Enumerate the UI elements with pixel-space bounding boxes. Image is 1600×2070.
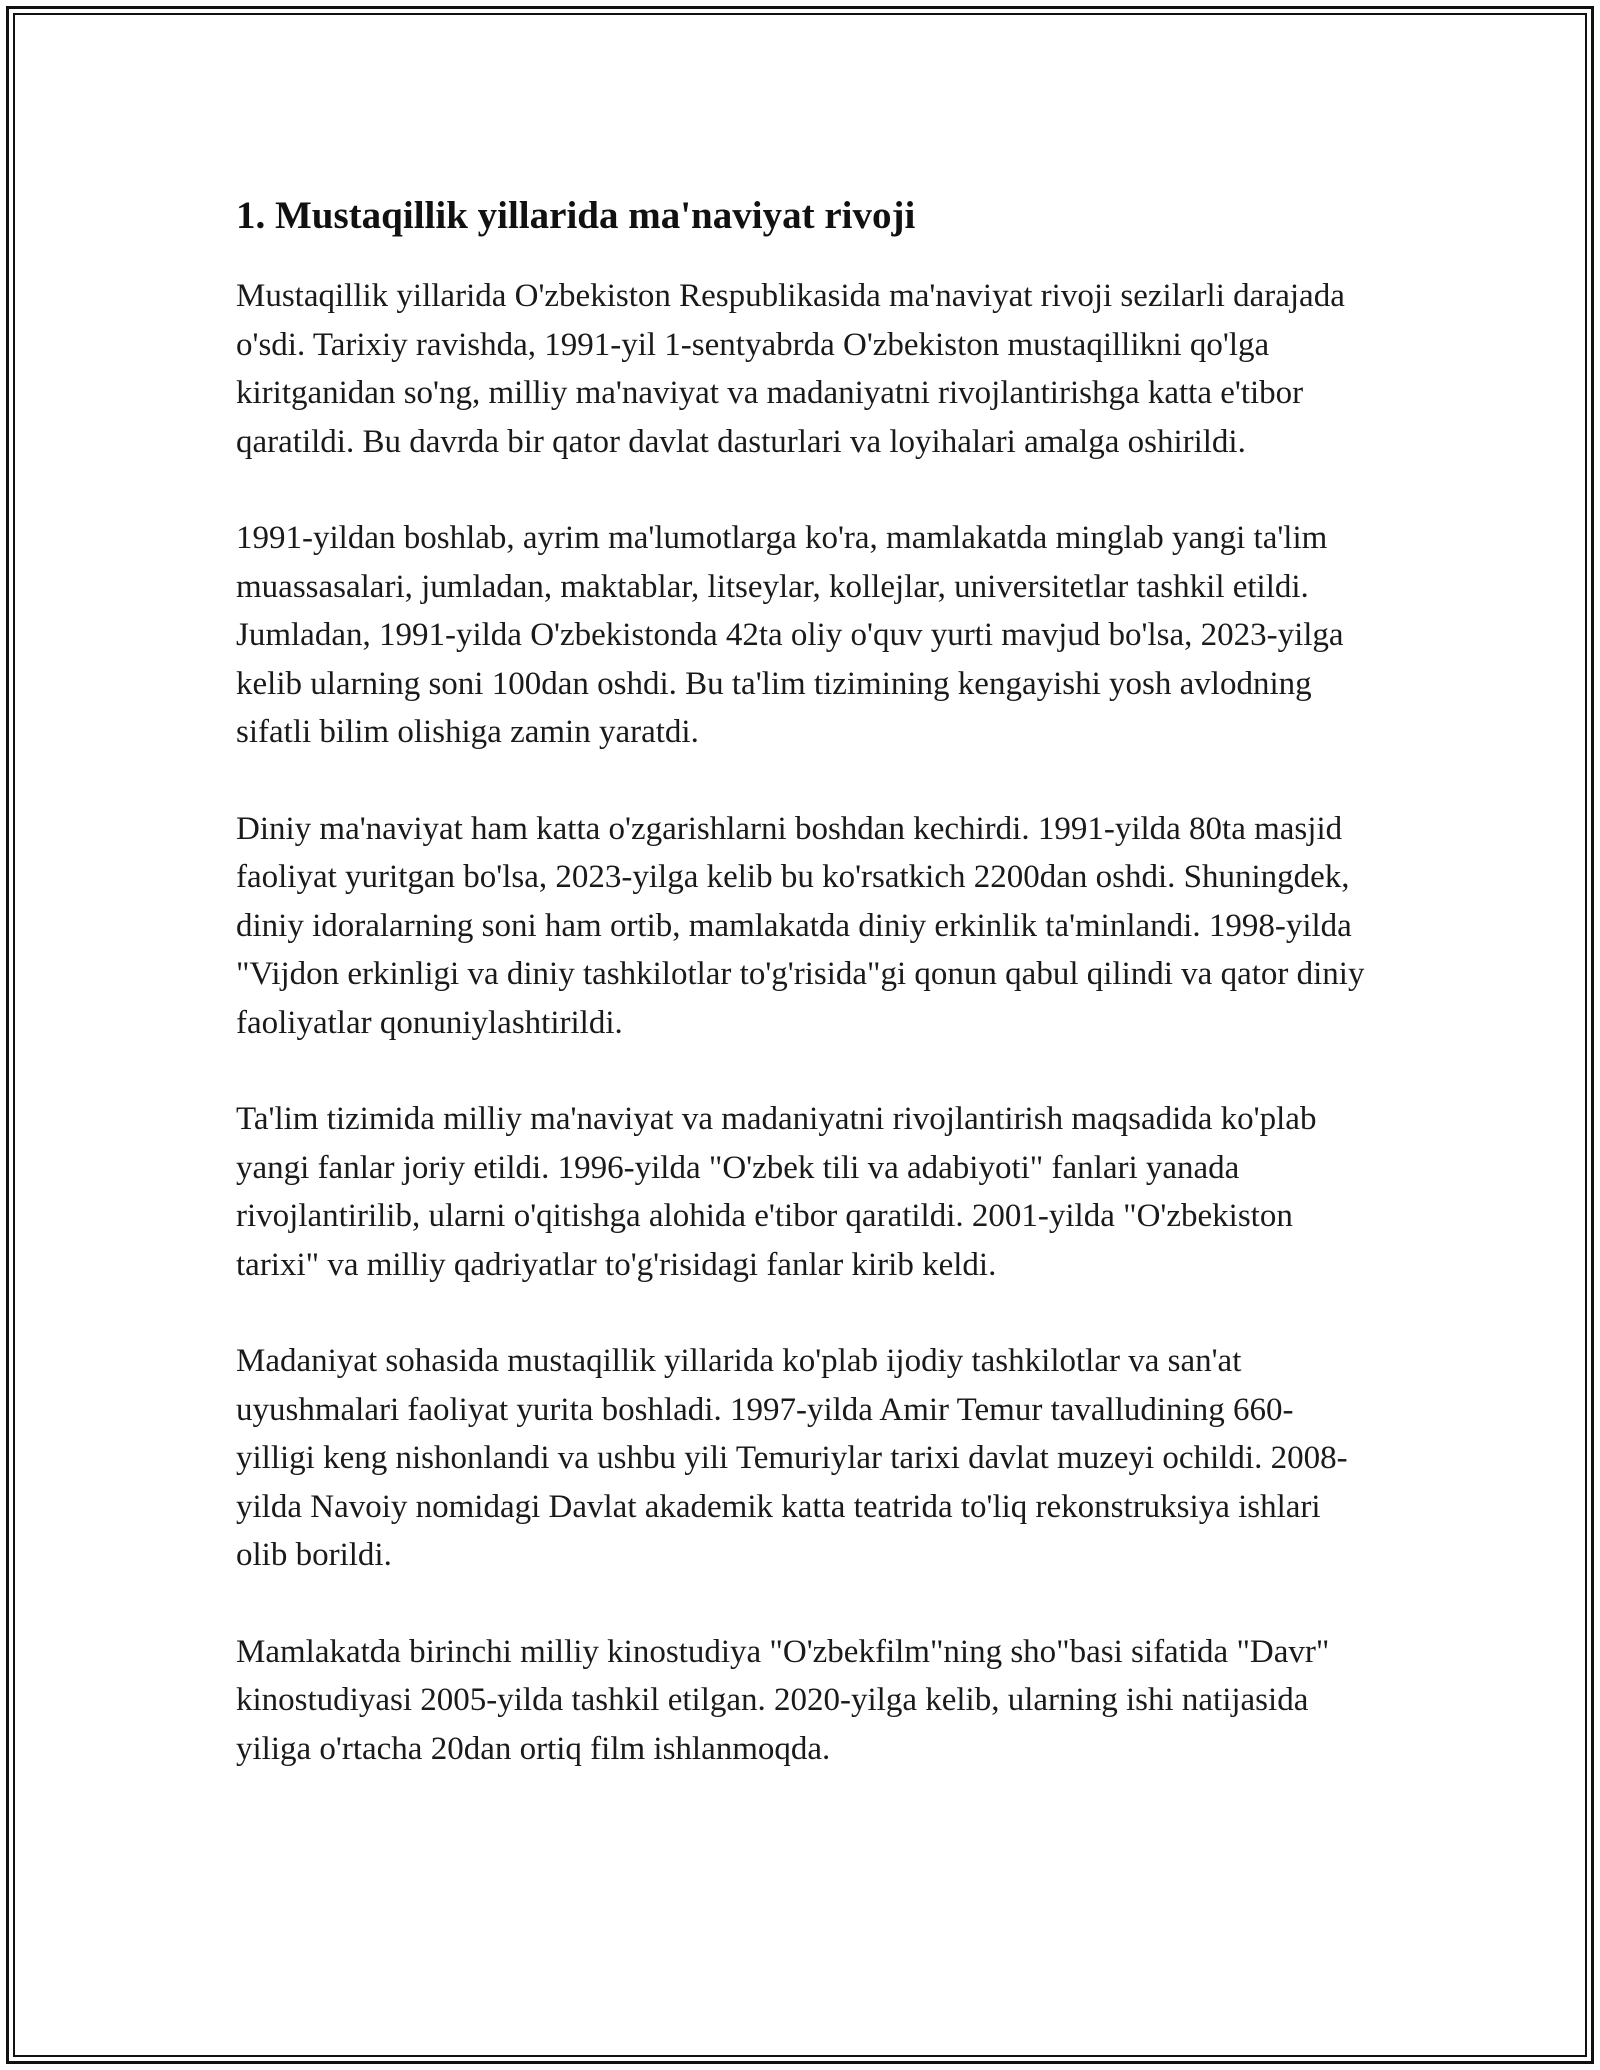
paragraph-3: Diniy ma'naviyat ham katta o'zgarishlarni boshdan kechirdi. 1991-yilda 80ta masjid faoliyat yuritgan bo'lsa, 2023-yilga kelib bu ko'rsatkich 2200dan oshdi. Shuningdek, diniy idoralarning soni ham ortib, mamlakatda diniy erkinlik ta'minlandi. 1998-yilda "Vijdon erkinligi va diniy tashkilotlar to'g'risida"gi qonun qabul qilindi va qator diniy faoliyatlar qonuniylashtirildi. xyxy=(236,810,1365,1041)
document-body xyxy=(236,188,1366,1821)
paragraph-4: Ta'lim tizimida milliy ma'naviyat va madaniyatni rivojlantirish maqsadida ko'plab yangi fanlar joriy etildi. 1996-yilda "O'zbek tili va adabiyoti" fanlari yanada rivojlantirilib, ularni o'qitishga alohida e'tibor qaratildi. 2001-yilda "O'zbekiston tarixi" va milliy qadriyatlar to'g'risidagi fanlar kirib keldi. xyxy=(236,1101,1317,1283)
paragraph-5: Madaniyat sohasida mustaqillik yillarida ko'plab ijodiy tashkilotlar va san'at uyushmalari faoliyat yurita boshladi. 1997-yilda Amir Temur tavalludining 660-yilligi keng nishonlandi va ushbu yili Temuriylar tarixi davlat muzeyi ochildi. 2008-yilda Navoiy nomidagi Davlat akademik katta teatrida to'liq rekonstruksiya ishlari olib borildi. xyxy=(236,1343,1348,1573)
paragraph-6: Mamlakatda birinchi milliy kinostudiya "O'zbekfilm"ning sho"basi sifatida "Davr" kinostudiyasi 2005-yilda tashkil etilgan. 2020-yilga kelib, ularning ishi natijasida yiliga o'rtacha 20dan ortiq film ishlanmoqda. xyxy=(236,1633,1330,1767)
paragraph-2: 1991-yildan boshlab, ayrim ma'lumotlarga ko'ra, mamlakatda minglab yangi ta'lim muassasalari, jumladan, maktablar, litseylar, kollejlar, universitetlar tashkil etildi. Jumladan, 1991-yilda O'zbekistonda 42ta oliy o'quv yurti mavjud bo'lsa, 2023-yilga kelib ularning soni 100dan oshdi. Bu ta'lim tizimining kengayishi yosh avlodning sifatli bilim olishiga zamin yaratdi. xyxy=(236,520,1344,750)
section-title: 1. Mustaqillik yillarida ma'naviyat rivoji xyxy=(236,194,916,237)
paragraph-1: Mustaqillik yillarida O'zbekiston Respublikasida ma'naviyat rivoji sezilarli darajada o'sdi. Tarixiy ravishda, 1991-yil 1-sentyabrda O'zbekiston mustaqillikni qo'lga kiritganidan so'ng, milliy ma'naviyat va madaniyatni rivojlantirishga katta e'tibor qaratildi. Bu davrda bir qator davlat dasturlari va loyihalari amalga oshirildi. xyxy=(236,278,1345,460)
